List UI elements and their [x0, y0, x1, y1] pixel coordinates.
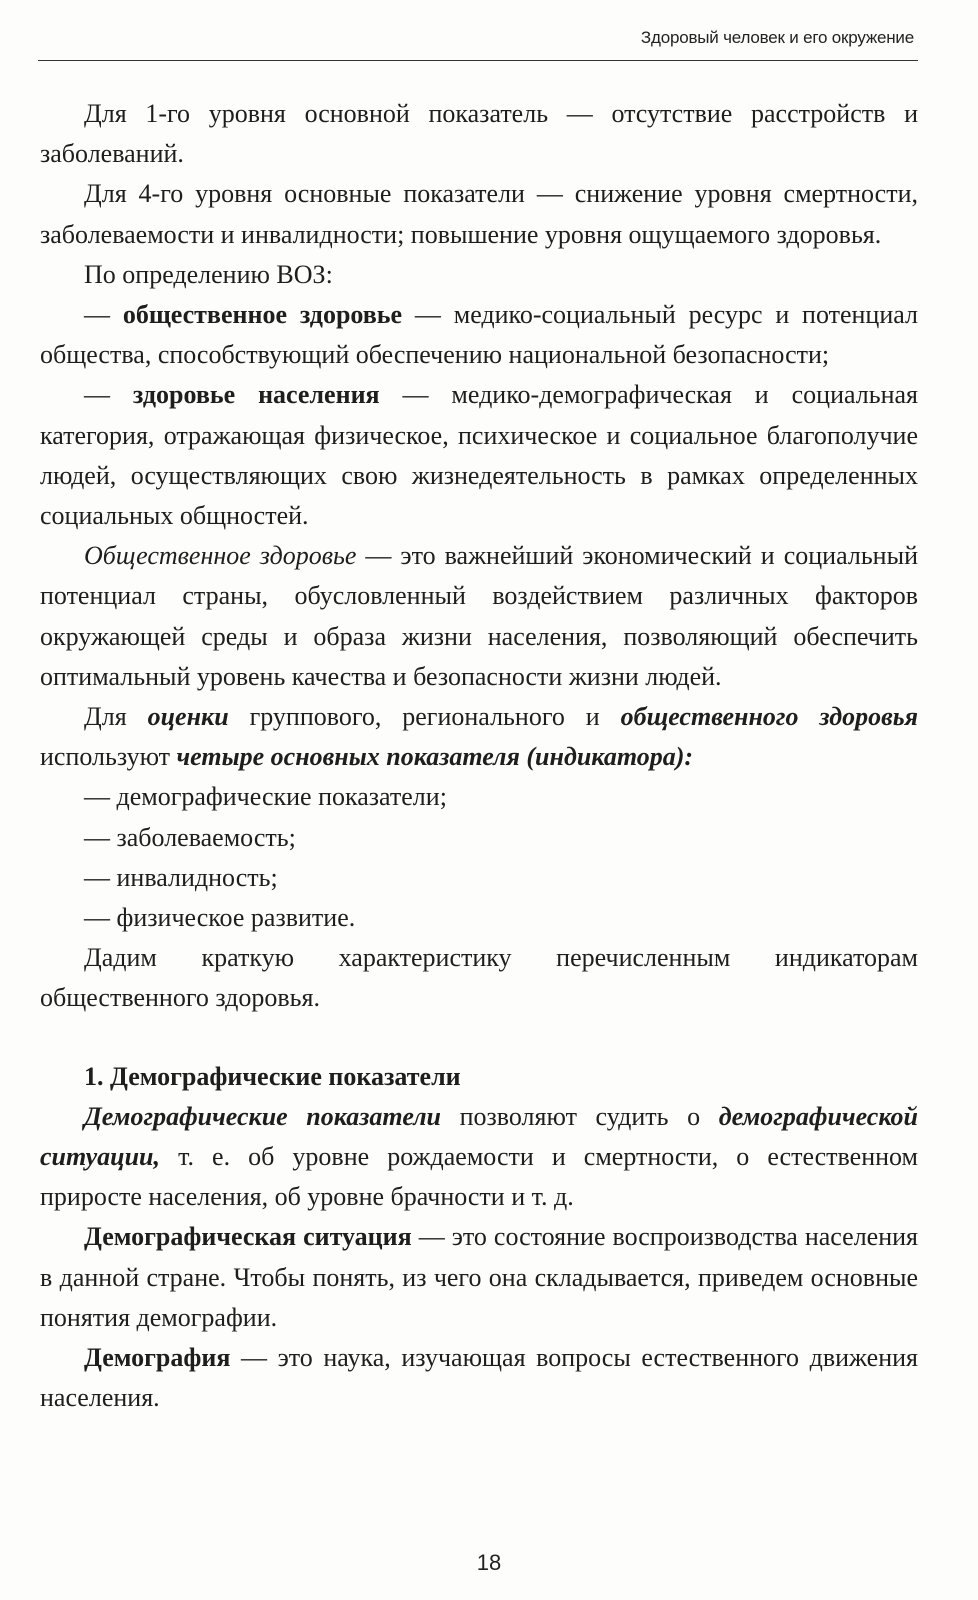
paragraph-summary: Дадим краткую характеристику перечисленным индикаторам общественного здоровья. [40, 943, 918, 1013]
term-population-health: здоровье населения [132, 380, 380, 410]
text-run: т. е. об уровне рождаемости и смертности, о естественном приросте населения, об уровне брачности и т. д. [40, 1142, 918, 1212]
text-run: используют [40, 742, 177, 772]
term-demographic-situation: демографической ситуации, [40, 1101, 918, 1172]
emphasis-four-indicators: четыре основных показателя (индикатора): [176, 742, 694, 772]
list-item: — заболеваемость; [84, 822, 296, 852]
paragraph-public-health [40, 536, 918, 697]
list-item: — физическое развитие. [84, 903, 356, 933]
term-demographic-indicators: Демографические показатели [84, 1101, 442, 1131]
paragraph-demographic-indicators [40, 1097, 918, 1218]
paragraph-indicators [40, 697, 918, 777]
paragraph-demographic-situation [40, 1217, 918, 1338]
list-item: — инвалидность; [84, 862, 278, 892]
term-demography: Демография [84, 1343, 231, 1373]
emphasis-assessment: оценки [147, 702, 229, 732]
definition-public-health [40, 295, 918, 375]
running-header: Здоровый человек и его окружение [640, 28, 914, 47]
term-public-health-italic: Общественное здоровье [84, 541, 357, 571]
text-run: Для [84, 702, 148, 732]
dash: — [84, 300, 123, 330]
term-public-health: общественное здоровье [122, 300, 403, 330]
paragraph-level-4: Для 4-го уровня основные показатели — снижение уровня смертности, заболеваемости и инвалидности; повышение уровня ощущаемого здоровья. [40, 179, 918, 249]
header-rule [38, 60, 918, 61]
text-run: позволяют судить о [441, 1101, 719, 1131]
body-text [40, 94, 918, 1419]
section-heading: 1. Демографические показатели [84, 1061, 461, 1091]
definition-population-health [40, 375, 918, 536]
text-run: группового, регионального и [228, 702, 621, 732]
paragraph-who-definition: По определению ВОЗ: [84, 259, 333, 289]
definition-text: — это состояние воспроизводства населения в данной стране. Чтобы понять, из чего она складывается, приведем основные понятия демографии. [40, 1222, 919, 1332]
definition-text: — медико-демографическая и социальная категория, отражающая физическое, психическое и социальное благополучие людей, осуществляющих свою жизнедеятельность в рамках определенных социальных общностей. [40, 380, 919, 531]
paragraph-level-1: Для 1-го уровня основной показатель — отсутствие расстройств и заболеваний. [40, 99, 918, 169]
list-item: — демографические показатели; [84, 782, 447, 812]
emphasis-public-health: общественного здоровья [620, 702, 919, 732]
page-number: 18 [476, 1550, 502, 1575]
term-demographic-situation-bold: Демографическая ситуация [84, 1222, 412, 1252]
paragraph-demography [40, 1338, 918, 1418]
paragraph-text: — это важнейший экономический и социальный потенциал страны, обусловленный воздействием различных факторов окружающей среды и образа жизни населения, позволяющий обеспечить оптимальный уровень качества и безопасности жизни людей. [40, 541, 918, 691]
definition-text: — это наука, изучающая вопросы естественного движения населения. [40, 1343, 918, 1413]
definition-text: — медико-социальный ресурс и потенциал общества, способствующий обеспечению национальной безопасности; [40, 300, 918, 370]
dash: — [84, 380, 133, 410]
